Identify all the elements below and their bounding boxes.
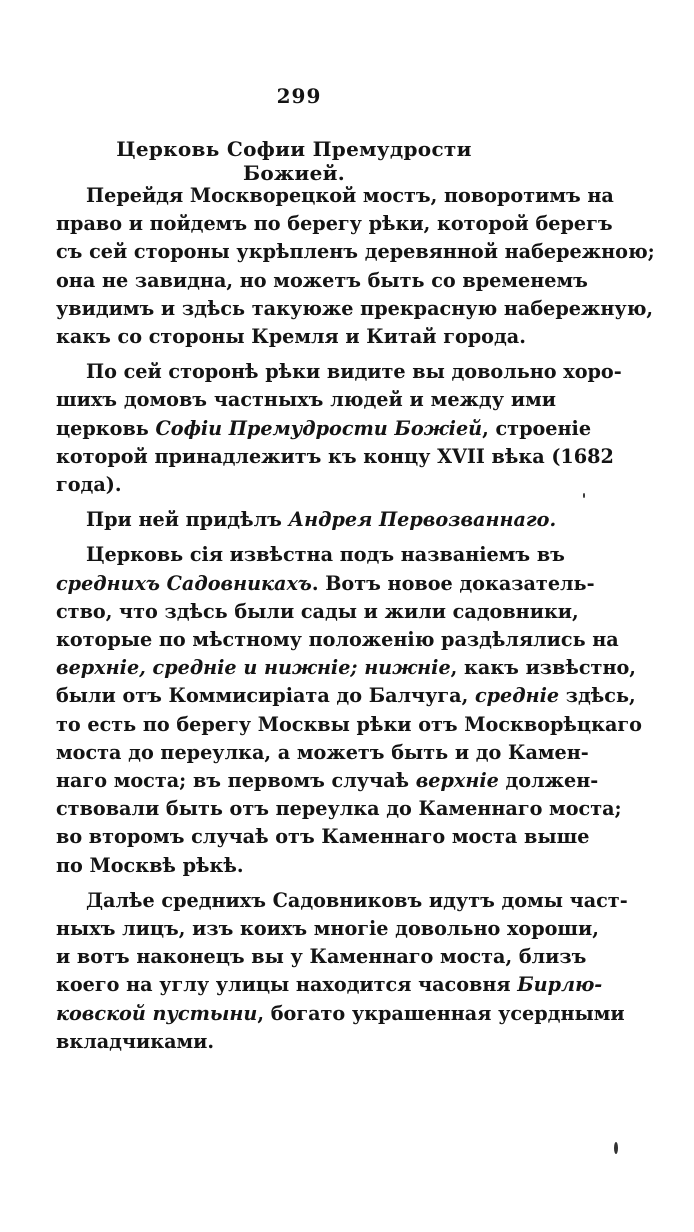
paragraph bbox=[56, 358, 622, 499]
text-line bbox=[56, 795, 622, 823]
text-line bbox=[56, 506, 556, 534]
text-line bbox=[56, 182, 614, 210]
text-segment: , богато украшенная усердными bbox=[257, 1001, 625, 1025]
text-line bbox=[56, 767, 599, 795]
text-line bbox=[56, 1000, 625, 1028]
scan-speck bbox=[583, 493, 585, 498]
text-line bbox=[56, 541, 565, 569]
text-line bbox=[56, 443, 614, 471]
chapter-heading: Церковь Софии Премудрости Божией. bbox=[116, 137, 472, 185]
text-segment: вкладчиками. bbox=[56, 1029, 215, 1053]
text-segment: шихъ домовъ частныхъ людей и между ими bbox=[56, 388, 556, 412]
text-line bbox=[56, 323, 556, 351]
text-segment: по Москвѣ рѣкѣ. bbox=[56, 853, 244, 877]
text-line bbox=[56, 654, 636, 682]
italic-text: верхніе bbox=[415, 769, 499, 793]
text-segment: коего на углу улицы находится часовня bbox=[56, 973, 518, 997]
text-line bbox=[56, 471, 556, 499]
paragraph bbox=[56, 506, 556, 534]
text-segment: церковь bbox=[56, 416, 156, 440]
text-segment: ствовали быть отъ переулка до Каменнаго моста; bbox=[56, 797, 622, 821]
text-line bbox=[56, 823, 590, 851]
italic-text: ковской пустыни bbox=[56, 1001, 258, 1025]
italic-text: Бирлю- bbox=[517, 973, 603, 997]
paragraph bbox=[56, 541, 642, 879]
text-line bbox=[56, 1028, 556, 1056]
text-segment: были отъ Коммисиріата до Балчуга, bbox=[56, 684, 475, 708]
text-line bbox=[56, 626, 619, 654]
italic-text: Софіи Премудрости Божiей bbox=[155, 416, 483, 440]
text-segment: то есть по берегу Москвы рѣки отъ Москворѣцкаго bbox=[56, 712, 642, 736]
text-segment: и вотъ наконецъ вы у Каменнаго моста, близъ bbox=[56, 945, 587, 969]
text-line bbox=[56, 887, 628, 915]
italic-text: Андрея Первозваннаго. bbox=[288, 508, 557, 532]
text-segment: Церковь сія извѣстна подъ названіемъ въ bbox=[86, 543, 565, 567]
italic-text: среднихъ Садовникахъ bbox=[56, 571, 312, 595]
text-line bbox=[56, 210, 613, 238]
text-line bbox=[56, 943, 587, 971]
text-segment: она не завидна, но можетъ быть со временемъ bbox=[56, 268, 588, 292]
text-segment: наго моста; въ первомъ случаѣ bbox=[56, 769, 416, 793]
text-segment: съ сей стороны укрѣпленъ деревянной набережною; bbox=[56, 240, 655, 264]
text-line bbox=[56, 295, 654, 323]
text-line bbox=[56, 386, 556, 414]
text-segment: увидимъ и здѣсь такуюже прекрасную набережную, bbox=[56, 296, 654, 320]
text-segment: . Вотъ новое доказатель- bbox=[311, 571, 595, 595]
text-line bbox=[56, 915, 599, 943]
text-segment: При ней придѣлъ bbox=[86, 508, 289, 532]
text-segment: Далѣе среднихъ Садовниковъ идутъ домы част- bbox=[86, 888, 628, 912]
text-segment: , какъ извѣстно, bbox=[450, 656, 636, 680]
body-text bbox=[56, 182, 655, 1063]
text-line bbox=[56, 570, 595, 598]
text-line bbox=[56, 852, 556, 880]
paragraph bbox=[56, 887, 628, 1056]
text-line bbox=[56, 598, 579, 626]
paragraph bbox=[56, 182, 655, 351]
text-segment: моста до переулка, а можетъ быть и до Камен- bbox=[56, 740, 589, 764]
text-segment: во второмъ случаѣ отъ Каменнаго моста выше bbox=[56, 825, 590, 849]
scan-speck bbox=[614, 1142, 618, 1154]
text-segment: , строеніе bbox=[482, 416, 592, 440]
text-segment: право и пойдемъ по берегу рѣки, которой берегъ bbox=[56, 212, 613, 236]
text-line bbox=[56, 267, 588, 295]
text-segment: По сей сторонѣ рѣки видите вы довольно хоро- bbox=[86, 360, 622, 384]
page-number: 299 bbox=[276, 84, 322, 108]
italic-text: средніе bbox=[474, 684, 560, 708]
text-line bbox=[56, 682, 636, 710]
text-segment: ныхъ лицъ, изъ коихъ многіе довольно хороши, bbox=[56, 917, 599, 941]
text-line bbox=[56, 711, 642, 739]
text-segment: ство, что здѣсь были сады и жили садовники, bbox=[56, 599, 579, 623]
text-line bbox=[56, 358, 622, 386]
text-segment: какъ со стороны Кремля и Китай города. bbox=[56, 325, 526, 349]
text-segment: должен- bbox=[498, 769, 599, 793]
text-segment: которые по мѣстному положенію раздѣлялись на bbox=[56, 628, 619, 652]
text-segment: Перейдя Москворецкой мостъ, поворотимъ на bbox=[86, 184, 614, 207]
text-line bbox=[56, 971, 603, 999]
italic-text: верхніе, средніе и нижніе; нижніе bbox=[56, 656, 451, 680]
text-line bbox=[56, 739, 589, 767]
text-segment: здѣсь, bbox=[559, 684, 636, 708]
text-segment: которой принадлежитъ къ концу XVII вѣка (1682 bbox=[56, 444, 614, 468]
text-segment: года). bbox=[56, 473, 122, 497]
text-line bbox=[56, 238, 655, 266]
text-line bbox=[56, 415, 592, 443]
